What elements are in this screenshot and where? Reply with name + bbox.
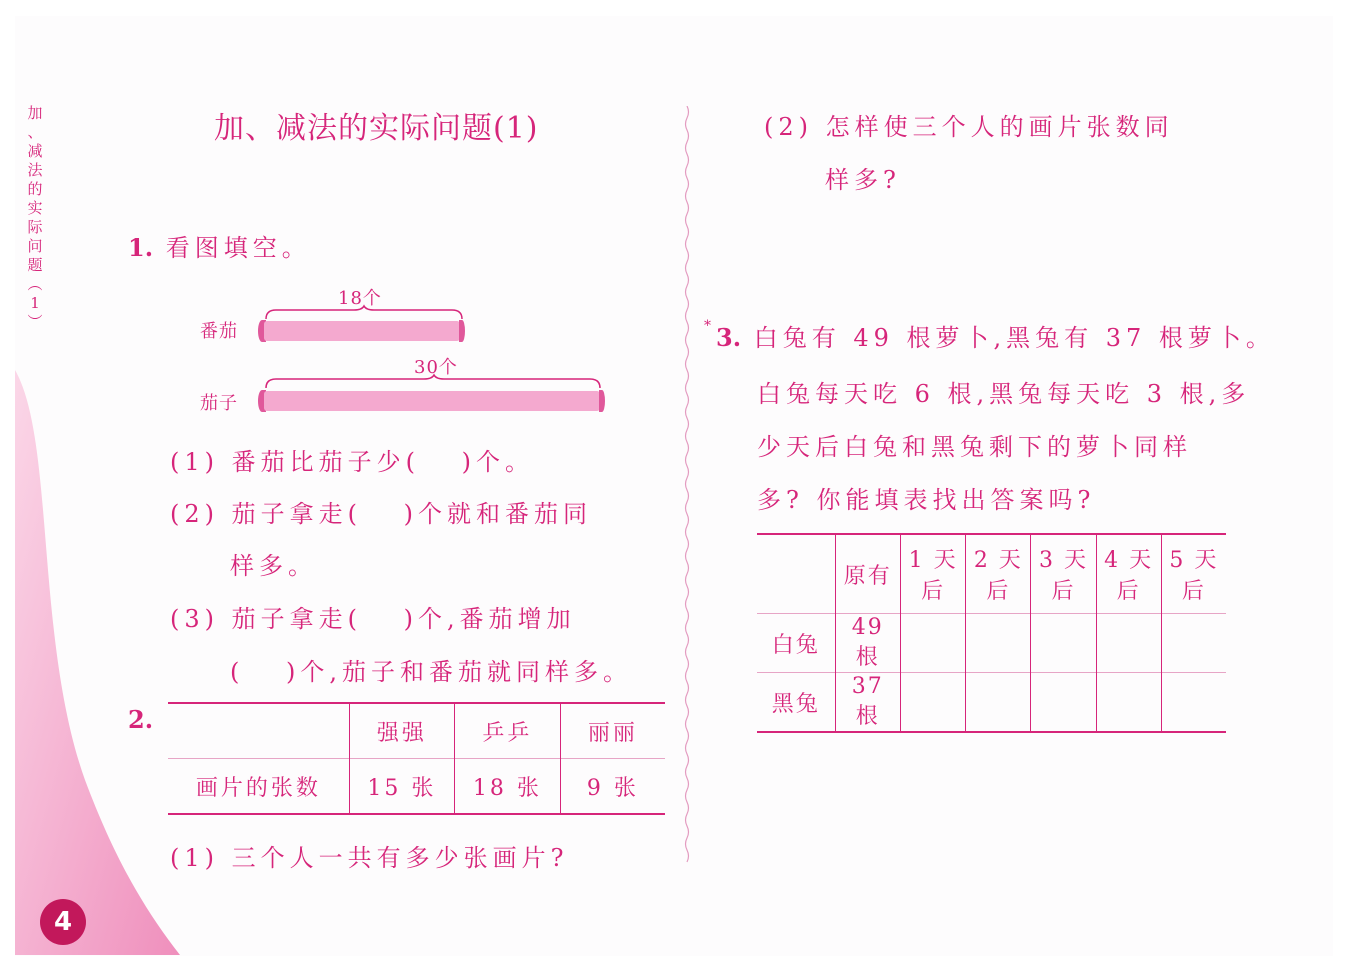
page-title: 加、减法的实际问题(1) (214, 111, 539, 146)
table-cell (1161, 673, 1226, 733)
table-cell (1096, 614, 1161, 673)
day-header-bottom: 后 (1181, 579, 1206, 604)
tomato-label: 番茄 (200, 321, 238, 342)
side-title-char: ︶ (27, 313, 43, 331)
side-title-char: 际 (27, 218, 43, 236)
day-header-bottom: 后 (986, 579, 1011, 604)
table-header-cell (1031, 534, 1096, 614)
tomato-brace (264, 306, 464, 320)
q1-sub2-line1: (2) 茄子拿走( )个就和番茄同 (170, 500, 592, 528)
table-row (168, 759, 665, 815)
q1-sub2-line2: 样多。 (230, 552, 317, 580)
center-divider (684, 106, 690, 868)
eggplant-label: 茄子 (200, 393, 238, 414)
table-header-cell: 原有 (835, 534, 901, 614)
side-title-char: 法 (27, 161, 43, 179)
table-row (757, 534, 1226, 614)
table-header-cell: 丽丽 (560, 703, 665, 759)
table-header-cell (901, 534, 966, 614)
q1-sub1: (1) 番茄比茄子少( )个。 (170, 448, 534, 476)
table-cell (1031, 614, 1096, 673)
page-number: 4 (40, 899, 86, 945)
q3-header (704, 318, 1275, 353)
table-cell (901, 673, 966, 733)
table-row (757, 673, 1226, 733)
table-header-cell: 强强 (349, 703, 455, 759)
table-cell: 37 根 (835, 673, 901, 733)
q3-line2: 白兔每天吃 6 根,黑兔每天吃 3 根,多 (757, 380, 1251, 408)
eggplant-brace (264, 375, 604, 389)
table-cell: 15 张 (349, 759, 455, 815)
side-title-char: 1 (30, 294, 40, 312)
q1-prompt: 看图填空。 (165, 234, 311, 262)
tomato-bar (264, 321, 460, 341)
q1-number: 1. (128, 233, 154, 262)
q2-sub2-line2: 样多? (825, 166, 901, 194)
table-row (757, 614, 1226, 673)
day-header-top: 3 天 (1038, 548, 1088, 573)
side-title-char: 实 (27, 199, 43, 217)
eggplant-bar-right-end (599, 390, 605, 412)
day-header-top: 4 天 (1104, 548, 1154, 573)
side-title (24, 104, 46, 332)
q2-number: 2. (128, 705, 154, 734)
table-row-label: 画片的张数 (168, 759, 349, 815)
day-header-top: 1 天 (908, 548, 958, 573)
eggplant-count-label: 30个 (414, 357, 458, 378)
table-cell (966, 614, 1031, 673)
table-cell (966, 673, 1031, 733)
q1-sub3-line2: ( )个,茄子和番茄就同样多。 (230, 658, 632, 686)
day-header-top: 2 天 (973, 548, 1023, 573)
q3-number: 3. (716, 323, 742, 352)
side-title-char: 减 (27, 142, 43, 160)
q2-sub2-line1: (2) 怎样使三个人的画片张数同 (764, 113, 1174, 141)
side-title-char: 、 (27, 123, 43, 141)
side-title-char: 加 (27, 104, 43, 122)
day-header-top: 5 天 (1169, 548, 1219, 573)
side-title-char: 题 (27, 256, 43, 274)
q3-line3: 少天后白兔和黑兔剩下的萝卜同样 (757, 433, 1192, 461)
table-header-cell (757, 534, 835, 614)
table-cell: 49 根 (835, 614, 901, 673)
q3-line1: 白兔有 49 根萝卜,黑兔有 37 根萝卜。 (753, 324, 1275, 352)
table-header-cell: 乒乒 (455, 703, 561, 759)
side-title-char: 问 (27, 237, 43, 255)
table-header-cell (1161, 534, 1226, 614)
table-cell (1096, 673, 1161, 733)
table-cell (1161, 614, 1226, 673)
day-header-bottom: 后 (921, 579, 946, 604)
table-header-cell (1096, 534, 1161, 614)
q2-sub1: (1) 三个人一共有多少张画片? (170, 844, 569, 872)
q1-sub3-line1: (3) 茄子拿走( )个,番茄增加 (170, 605, 576, 633)
q3-table (757, 533, 1226, 733)
day-header-bottom: 后 (1116, 579, 1141, 604)
tomato-bar-right-end (459, 320, 465, 342)
table-row-label: 白兔 (757, 614, 835, 673)
table-cell (1031, 673, 1096, 733)
q3-star: * (704, 318, 716, 334)
side-title-char: ︵ (27, 275, 43, 293)
page (15, 16, 1333, 956)
table-row-label: 黑兔 (757, 673, 835, 733)
day-header-bottom: 后 (1051, 579, 1076, 604)
tomato-count-label: 18个 (338, 288, 382, 309)
q1-header (128, 228, 311, 263)
side-title-char: 的 (27, 180, 43, 198)
table-row (168, 703, 665, 759)
table-header-cell (168, 703, 349, 759)
eggplant-bar (264, 391, 600, 411)
table-cell: 9 张 (560, 759, 665, 815)
table-header-cell (966, 534, 1031, 614)
q2-table (168, 702, 665, 815)
table-cell (901, 614, 966, 673)
q3-line4: 多? 你能填表找出答案吗? (757, 486, 1096, 514)
table-cell: 18 张 (455, 759, 561, 815)
